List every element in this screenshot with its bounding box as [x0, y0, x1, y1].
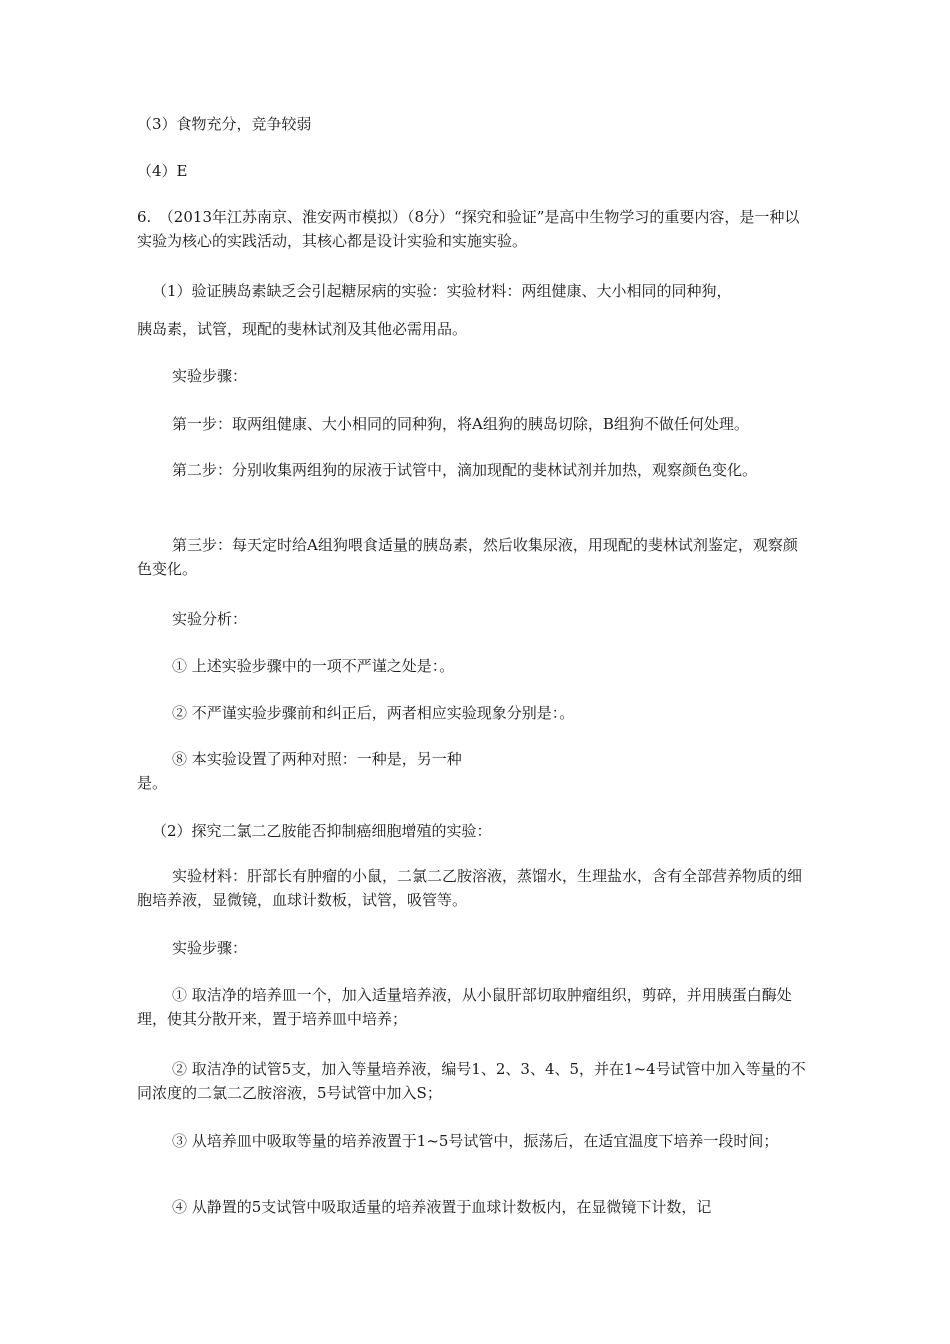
part-2-step-2: ② 取洁净的试管5支，加入等量培养液，编号1、2、3、4、5，并在1~4号试管中加入等量的不同浓度的二氯二乙胺溶液，5号试管中加入S；: [137, 1060, 806, 1102]
part-1-materials-line-2: 胰岛素，试管，现配的斐林试剂及其他必需用品。: [137, 320, 468, 338]
question-6-intro: 6. （2013年江苏南京、淮安两市模拟）（8分）“探究和验证”是高中生物学习的重要内容，是一种以实验为核心的实践活动，其核心都是设计实验和实施实验。: [137, 208, 800, 250]
analysis-item-3-cont: 是。: [137, 774, 168, 792]
part-2-step-1: ① 取洁净的培养皿一个，加入适量培养液，从小鼠肝部切取肿瘤组织，剪碎，并用胰蛋白酶处理，使其分散开来，置于培养皿中培养；: [137, 986, 792, 1028]
analysis-item-1: ① 上述实验步骤中的一项不严谨之处是：。: [172, 657, 455, 675]
part-1-step-3: 第三步：每天定时给A组狗喂食适量的胰岛素，然后收集尿液，用现配的斐林试剂鉴定，观察颜色变化。: [137, 536, 798, 578]
part-2-steps-heading: 实验步骤：: [172, 939, 248, 957]
analysis-item-2: ② 不严谨实验步骤前和纠正后，两者相应实验现象分别是：。: [172, 704, 575, 722]
part-1-steps-heading: 实验步骤：: [172, 367, 248, 385]
answer-4: （4）E: [137, 162, 188, 180]
part-1-materials-line-1: （1）验证胰岛素缺乏会引起糖尿病的实验：实验材料：两组健康、大小相同的同种狗，: [152, 282, 732, 300]
part-1-step-2: 第二步：分别收集两组狗的尿液于试管中，滴加现配的斐林试剂并加热，观察颜色变化。: [172, 461, 758, 479]
part-2-step-3: ③ 从培养皿中吸取等量的培养液置于1~5号试管中，振荡后，在适宜温度下培养一段时间；: [172, 1132, 779, 1150]
part-2-materials: 实验材料：肝部长有肿瘤的小鼠，二氯二乙胺溶液，蒸馏水，生理盐水，含有全部营养物质的细胞培养液，显微镜，血球计数板，试管，吸管等。: [137, 867, 803, 909]
analysis-item-3: ⑧ 本实验设置了两种对照：一种是，另一种: [172, 750, 462, 768]
part-2-step-4: ④ 从静置的5支试管中吸取适量的培养液置于血球计数板内，在显微镜下计数，记: [172, 1198, 712, 1216]
answer-3: （3）食物充分，竞争较弱: [137, 115, 312, 133]
part-2-heading: （2）探究二氯二乙胺能否抑制癌细胞增殖的实验：: [152, 822, 492, 840]
part-1-step-1: 第一步：取两组健康、大小相同的同种狗，将A组狗的胰岛切除，B组狗不做任何处理。: [172, 415, 749, 433]
part-1-analysis-heading: 实验分析：: [172, 610, 248, 628]
